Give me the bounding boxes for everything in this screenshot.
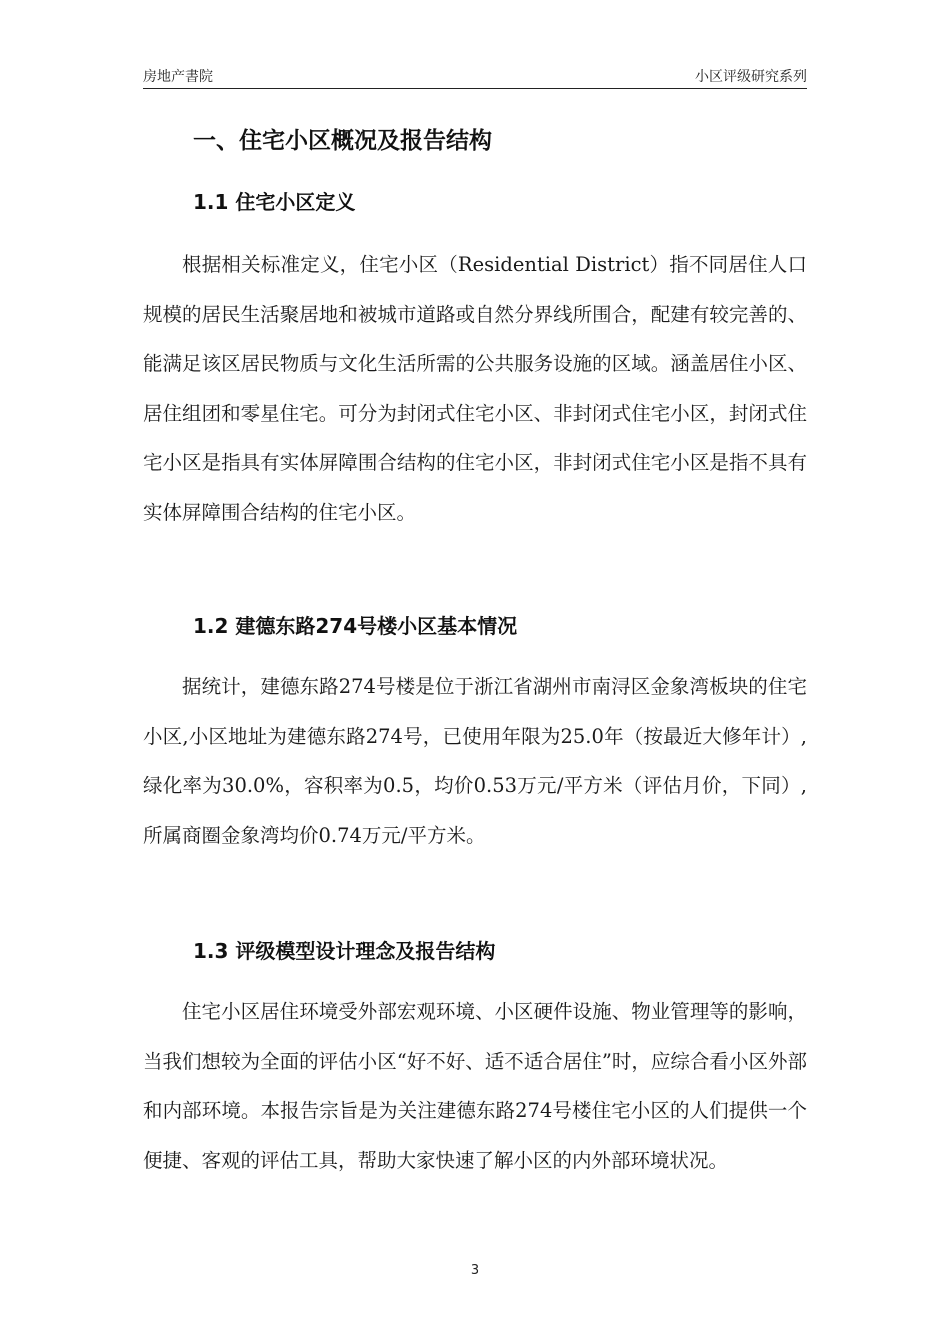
- subsection-heading-1-2: 1.2 建德东路274号楼小区基本情况: [193, 614, 518, 638]
- subsection-heading-1-1: 1.1 住宅小区定义: [193, 190, 356, 214]
- subsection-heading-1-3: 1.3 评级模型设计理念及报告结构: [193, 939, 496, 963]
- page-number: 3: [470, 1263, 480, 1278]
- header-series-title: 小区评级研究系列: [695, 69, 807, 85]
- header-divider: [143, 88, 807, 89]
- paragraph-rating-model: 住宅小区居住环境受外部宏观环境、小区硬件设施、物业管理等的影响，当我们想较为全面的评估小区“好不好、适不适合居住”时，应综合看小区外部和内部环境。本报告宗旨是为关注建德东路274号楼住宅小区的人们提供一个便捷、客观的评估工具，帮助大家快速了解小区的内外部环境状况。: [143, 1000, 807, 1172]
- header-publisher: 房地产書院: [143, 69, 213, 85]
- paragraph-definition: 根据相关标准定义，住宅小区（Residential District）指不同居住人口规模的居民生活聚居地和被城市道路或自然分界线所围合，配建有较完善的、能满足该区居民物质与文化生活所需的公共服务设施的区域。涵盖居住小区、居住组团和零星住宅。可分为封闭式住宅小区、非封闭式住宅小区，封闭式住宅小区是指具有实体屏障围合结构的住宅小区，非封闭式住宅小区是指不具有实体屏障围合结构的住宅小区。: [143, 253, 807, 524]
- paragraph-basic-info: 据统计，建德东路274号楼是位于浙江省湖州市南浔区金象湾板块的住宅小区,小区地址为建德东路274号，已使用年限为25.0年（按最近大修年计）,绿化率为30.0%，容积率为0.5，均价0.53万元/平方米（评估月价，下同）,所属商圈金象湾均价0.74万元/平方米。: [143, 675, 807, 847]
- section-title: 一、住宅小区概况及报告结构: [193, 128, 492, 154]
